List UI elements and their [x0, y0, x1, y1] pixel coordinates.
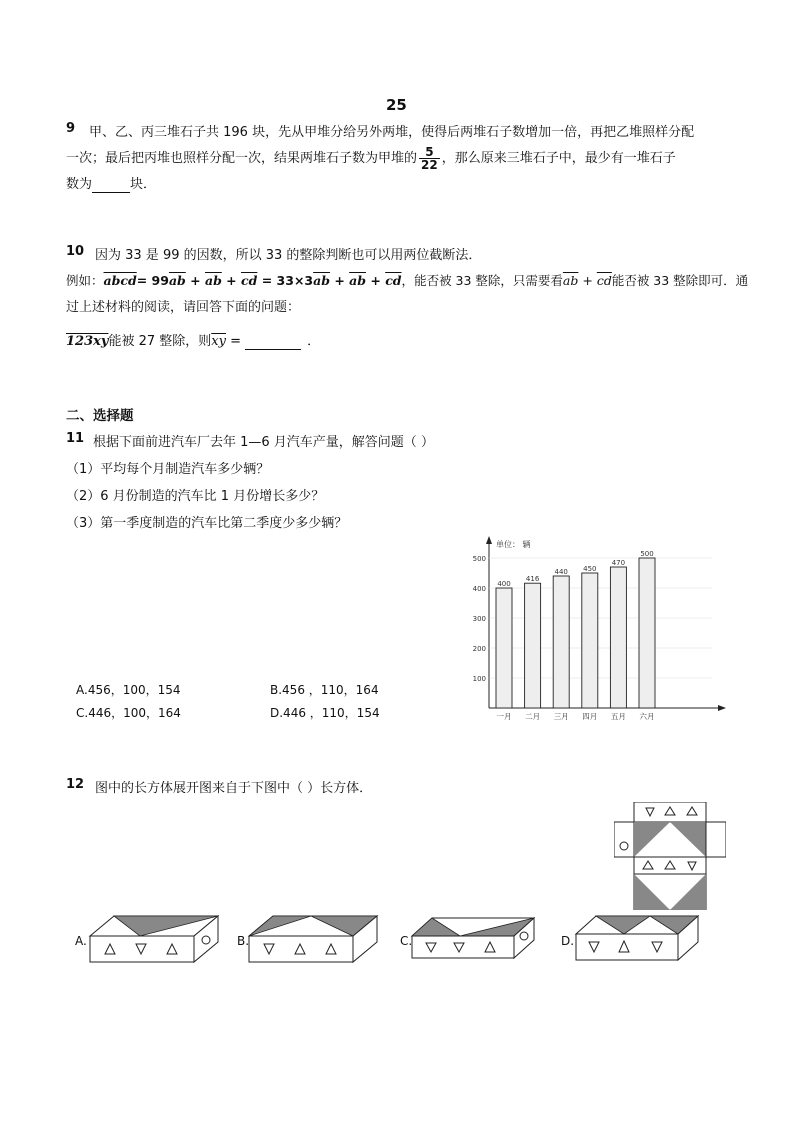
option-b-label[interactable]: B. [237, 934, 250, 948]
option-c[interactable]: C.446，100，164 [76, 706, 181, 720]
text-span: 能否被 33 整除，只需要看 [414, 273, 563, 288]
math-overline: $\overline{ab}$ [168, 273, 186, 288]
x-tick-label: 二月 [525, 712, 541, 721]
question-number: 10 [66, 244, 85, 259]
math-text: + [185, 273, 205, 288]
question-number: 12 [66, 777, 85, 792]
chart-bars [496, 550, 655, 721]
cuboid-front-face [249, 936, 353, 962]
x-tick-label: 五月 [610, 712, 626, 721]
math-text: + [221, 273, 242, 288]
math-overline: $\overline{ab}$ [349, 273, 366, 288]
bar [553, 576, 569, 708]
net-face-right [706, 822, 726, 857]
sub-question: （3）第一季度制造的汽车比第二季度少多少辆？ [66, 516, 348, 531]
text-span: 例如： [66, 273, 104, 288]
sub-question: （1）平均每个月制造汽车多少辆？ [66, 462, 270, 477]
cuboid-option-b[interactable] [247, 914, 379, 964]
math-overline: $\overline{ab}$ [204, 273, 222, 288]
math-overline: 123xy [66, 334, 109, 349]
question-text [66, 173, 156, 193]
text-span: 能否被 33 整除即可．通 [611, 273, 749, 288]
section-title: 二、选择题 [66, 408, 134, 424]
question-text: 图中的长方体展开图来自于下图中（ ）长方体． [95, 781, 373, 796]
math-text: = [225, 334, 246, 349]
math-overline: $\overline{ab}$ [562, 273, 579, 288]
math-text: + [366, 273, 386, 288]
data-label: 470 [611, 559, 626, 567]
data-label: 416 [525, 575, 540, 584]
example-line [66, 271, 748, 289]
bar-chart [450, 532, 750, 727]
math-text: = 33×3 [257, 273, 314, 288]
x-tick-label: 六月 [639, 712, 655, 721]
bar [610, 567, 626, 708]
question-text: 因为 33 是 99 的因数，所以 33 的整除判断也可以用两位截断法． [95, 248, 482, 263]
cuboid-net-diagram [614, 802, 726, 910]
option-d[interactable]: D.446 ，110，154 [270, 706, 380, 720]
math-text: = 99 [136, 273, 169, 288]
fraction-denominator: 22 [421, 158, 438, 172]
question-text: 根据下面前进汽车厂去年 1—6 月汽车产量，解答问题（ ） [93, 435, 434, 450]
math-overline: $\overline{xy}$ [211, 334, 226, 349]
math-overline: abcd [103, 273, 137, 288]
bar [639, 558, 655, 708]
data-label: 450 [583, 565, 597, 573]
unit-label: 单位： 辆 [496, 540, 531, 549]
text-span: ． [307, 334, 321, 349]
cuboid-option-c[interactable] [410, 916, 536, 960]
y-tick-label: 200 [472, 645, 486, 653]
question-text: 甲、乙、丙三堆石子共 196 块，先从甲堆分给另外两堆，使得后两堆石子数增加一倍，再把乙堆照样分配 [89, 125, 695, 140]
cuboid-front-face [90, 936, 194, 962]
y-tick-label: 400 [472, 585, 486, 593]
answer-blank[interactable] [245, 334, 301, 350]
bar [496, 588, 512, 708]
text-span: 一次；最后把丙堆也照样分配一次，结果两堆石子数为甲堆的 [66, 151, 418, 166]
chart-axes [486, 536, 726, 711]
fraction-numerator: 5 [419, 146, 440, 159]
fraction [419, 146, 440, 171]
sub-question: （2）6 月份制造的汽车比 1 月份增长多少？ [66, 489, 325, 504]
data-label: 500 [640, 550, 654, 558]
math-text: + [578, 273, 597, 288]
math-overline: $\overline{cd}$ [596, 273, 612, 288]
x-tick-label: 三月 [553, 712, 569, 721]
option-d-label[interactable]: D. [561, 934, 575, 948]
cuboid-option-d[interactable] [574, 914, 700, 962]
option-a[interactable]: A.456，100，154 [76, 683, 181, 697]
option-b[interactable]: B.456 ，110，164 [270, 683, 379, 697]
x-tick-label: 一月 [496, 712, 512, 721]
bar [525, 583, 541, 708]
question-text: 过上述材料的阅读，请回答下面的问题： [66, 300, 301, 315]
net-face-left [614, 822, 634, 857]
text-span: ，那么原来三堆石子中，最少有一堆石子 [441, 151, 676, 166]
x-tick-label: 四月 [582, 712, 598, 721]
y-tick-label: 500 [472, 555, 486, 563]
question-line [66, 330, 320, 350]
math-overline: $\overline{cd}$ [241, 273, 258, 288]
data-label: 400 [497, 580, 511, 588]
data-label: 440 [554, 568, 568, 576]
y-axis-arrow-icon [486, 536, 492, 544]
math-overline: $\overline{ab}$ [313, 273, 330, 288]
answer-blank[interactable] [92, 177, 130, 193]
question-number: 9 [66, 121, 76, 136]
text-span: 块． [130, 177, 157, 192]
y-tick-label: 100 [472, 675, 486, 683]
text-span: 能被 27 整除，则 [108, 334, 212, 349]
cuboid-option-a[interactable] [88, 914, 220, 964]
bar [582, 573, 598, 708]
math-text: + [329, 273, 350, 288]
option-a-label[interactable]: A. [75, 934, 87, 948]
text-span: 数为 [66, 177, 93, 192]
page-number: 25 [386, 96, 407, 114]
cuboid-front-face [412, 936, 514, 958]
option-c-label[interactable]: C. [400, 934, 413, 948]
question-number: 11 [66, 431, 85, 446]
question-text [66, 146, 676, 171]
x-axis-arrow-icon [718, 705, 726, 711]
y-tick-label: 300 [472, 615, 486, 623]
text-span: ， [401, 273, 415, 288]
math-overline: $\overline{cd}$ [385, 273, 402, 288]
